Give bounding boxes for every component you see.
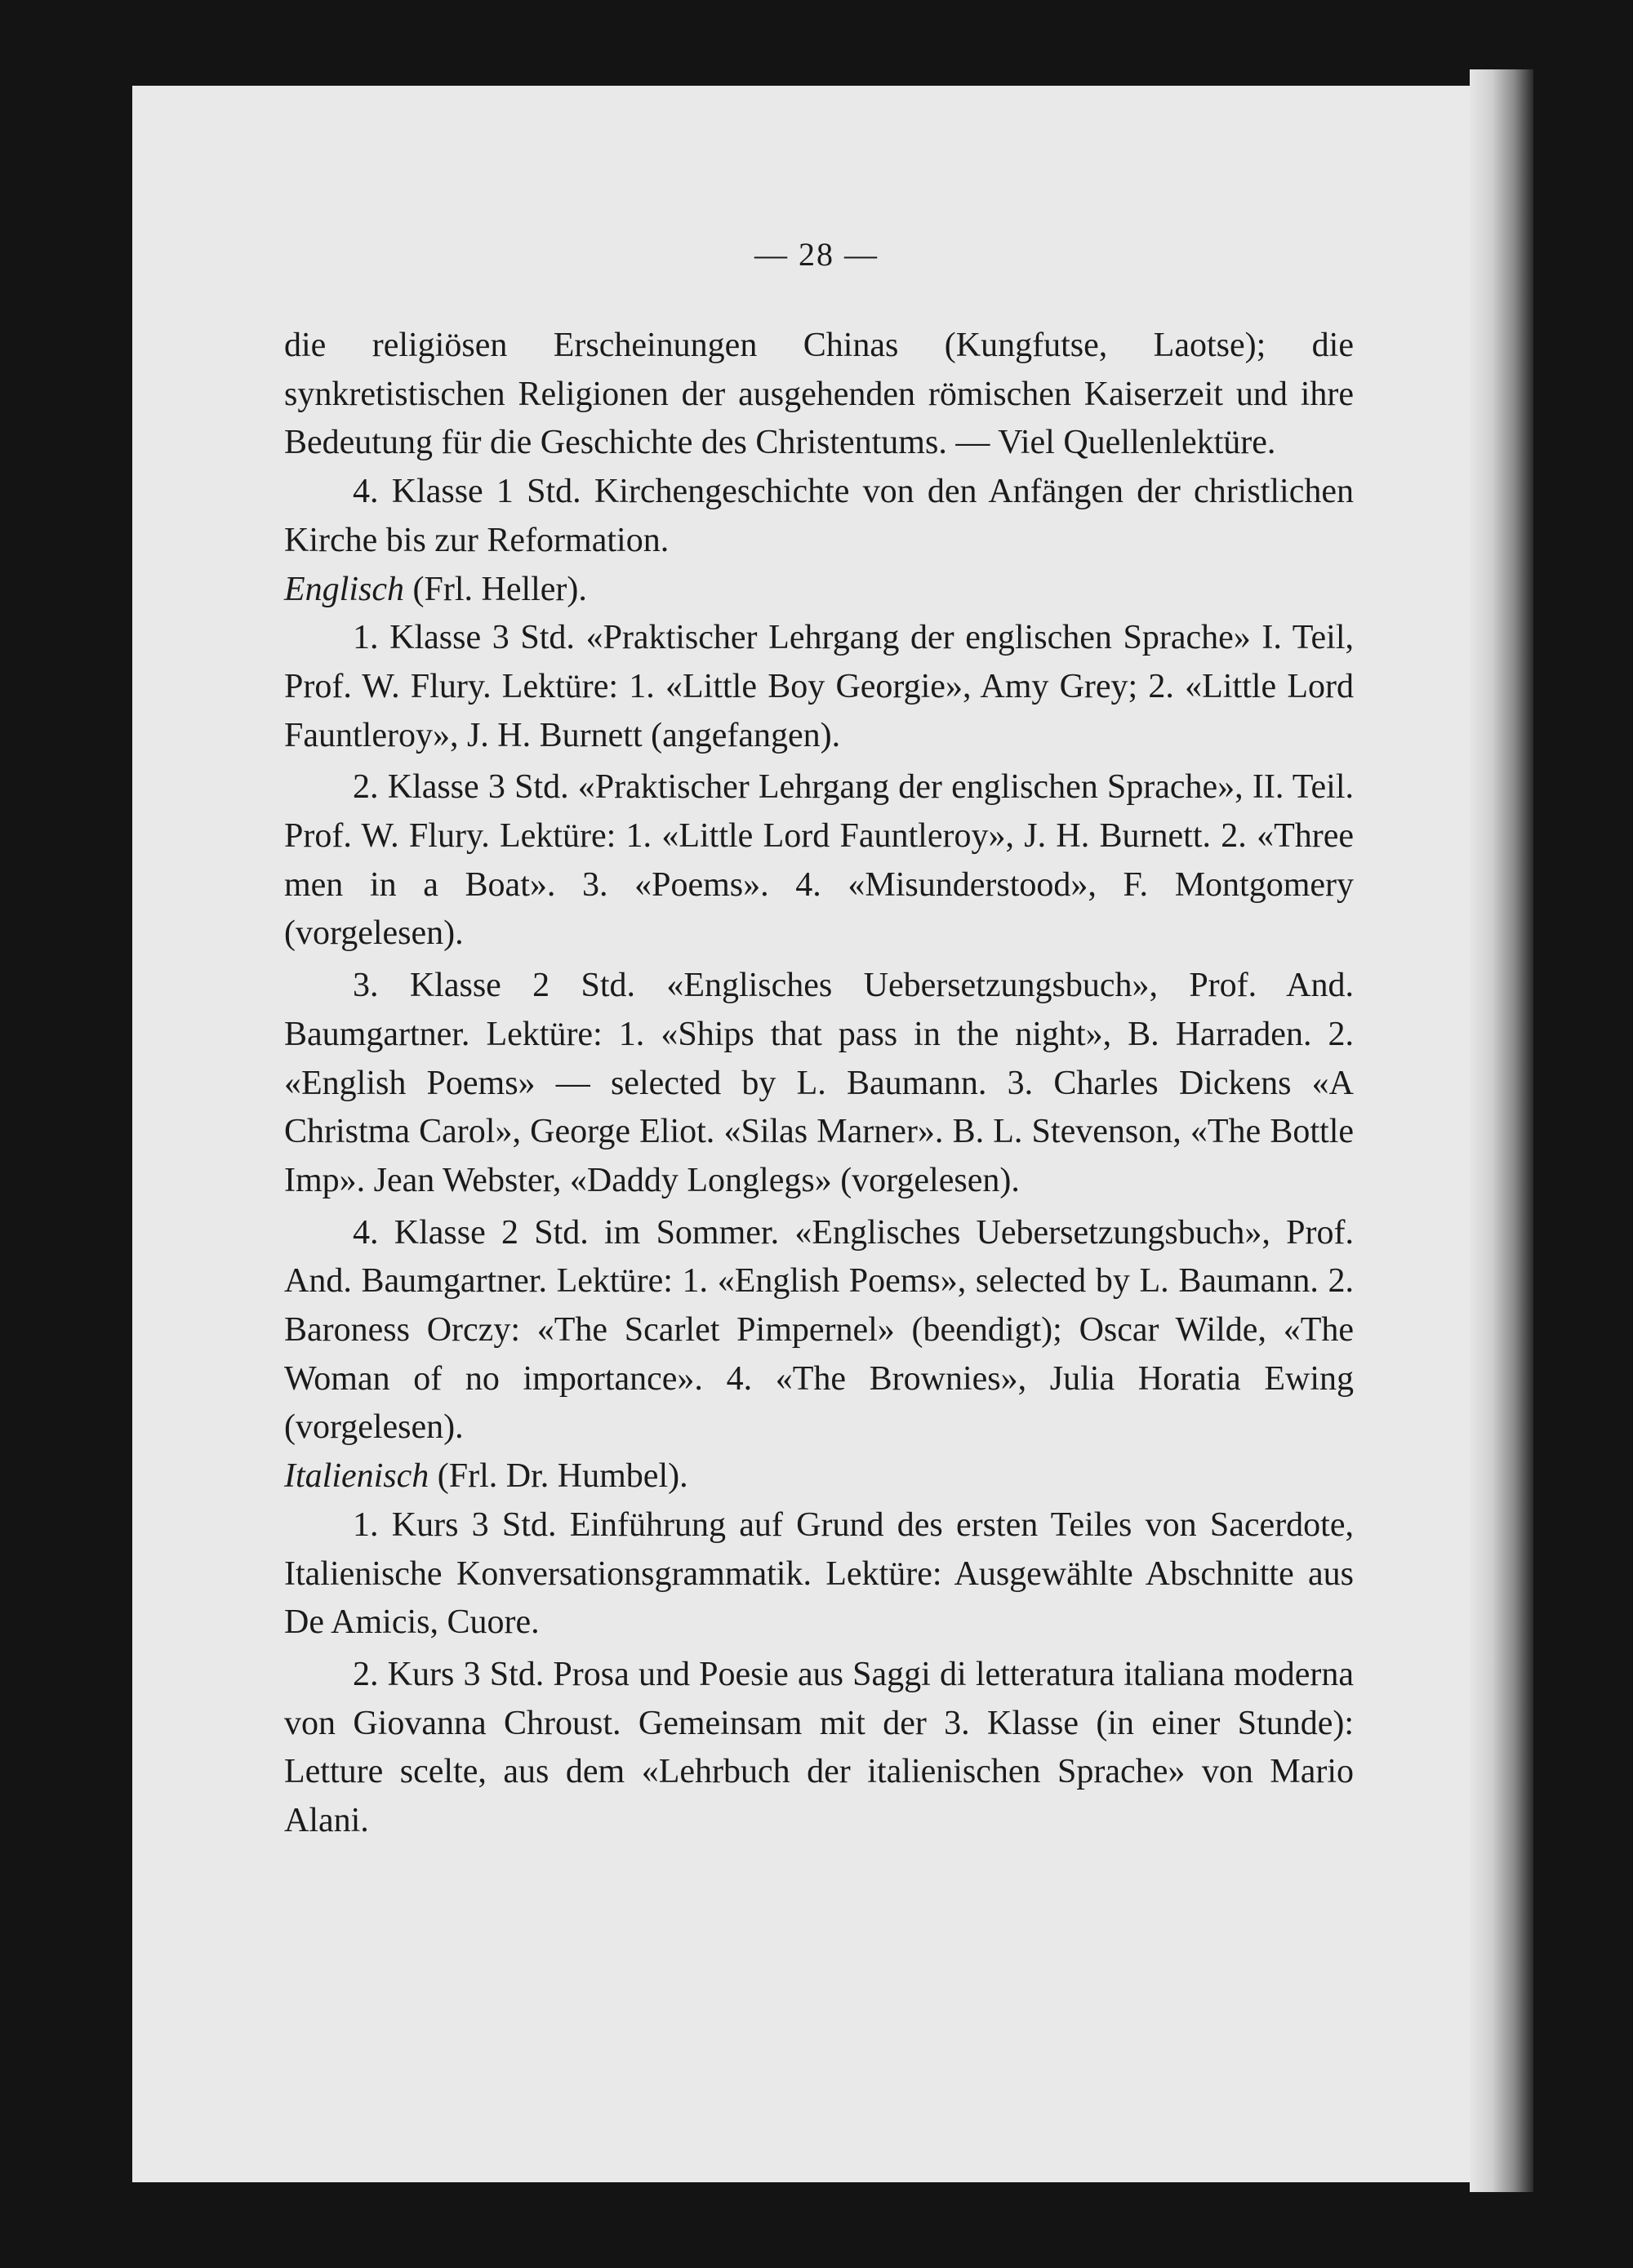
englisch-klasse-2: 2. Klasse 3 Std. «Praktischer Lehrgang der englischen Sprache», II. Teil. Prof. W. Flury. Lektüre: 1. «Little Lord Fauntleroy», J. H. Burnett. 2. «Three men in a Boat». 3. «Poems». 4. «Misunderstood», F. Montgomery (vorgelesen). — [284, 768, 1354, 953]
subject-name: Englisch — [284, 570, 404, 608]
paragraph-religion-continued: die religiösen Erscheinungen Chinas (Kungfutse, Laotse); die synkretistischen Religionen der ausgehenden römischen Kaiserzeit und ihre Bedeutung für die Geschichte des Christentums. — Viel Quellenlektüre. — [284, 327, 1354, 462]
englisch-klasse-3: 3. Klasse 2 Std. «Englisches Uebersetzungsbuch», Prof. And. Baumgartner. Lektüre: 1. «Ships that pass in the night», B. Harraden. 2. «English Poems» — selected by L. Baumann. 3. Charles Dickens «A Christma Carol», George Eliot. «Silas Marner». B. L. Stevenson, «The Bottle Imp». Jean Webster, «Daddy Longlegs» (vorgelesen). — [284, 967, 1354, 1199]
teacher-name: (Frl. Dr. Humbel). — [437, 1457, 688, 1496]
book-spine-shadow — [1470, 69, 1533, 2192]
paragraph-religion-klasse-4: 4. Klasse 1 Std. Kirchengeschichte von den Anfängen der christlichen Kirche bis zur Reformation. — [284, 473, 1354, 559]
englisch-klasse-1: 1. Klasse 3 Std. «Praktischer Lehrgang der englischen Sprache» I. Teil, Prof. W. Flury. Lektüre: 1. «Little Boy Georgie», Amy Grey; 2. «Little Lord Fauntleroy», J. H. Burnett (angefangen). — [284, 619, 1354, 754]
italienisch-kurs-2: 2. Kurs 3 Std. Prosa und Poesie aus Saggi di letteratura italiana moderna von Giovanna Chroust. Gemeinsam mit der 3. Klasse (in einer Stunde): Letture scelte, aus dem «Lehrbuch der italienischen Sprache» von Mario Alani. — [284, 1655, 1354, 1840]
subject-name: Italienisch — [284, 1457, 429, 1496]
englisch-klasse-4: 4. Klasse 2 Std. im Sommer. «Englisches Uebersetzungsbuch», Prof. And. Baumgartner. Lektüre: 1. «English Poems», selected by L. Baumann. 2. Baroness Orczy: «The Scarlet Pimpernel» (beendigt); Oscar Wilde, «The Woman of no importance». 4. «The Brownies», Julia Horatia Ewing (vorgelesen). — [284, 1213, 1354, 1447]
page-body — [284, 322, 1354, 1846]
section-heading-italienisch — [284, 1452, 1354, 1501]
italienisch-kurs-1: 1. Kurs 3 Std. Einführung auf Grund des ersten Teiles von Sacerdote, Italienische Konversationsgrammatik. Lektüre: Ausgewählte Abschnitte aus De Amicis, Cuore. — [284, 1505, 1354, 1642]
page-number: — 28 — — [754, 236, 879, 273]
teacher-name: (Frl. Heller). — [412, 570, 587, 608]
section-heading-englisch — [284, 566, 1354, 615]
